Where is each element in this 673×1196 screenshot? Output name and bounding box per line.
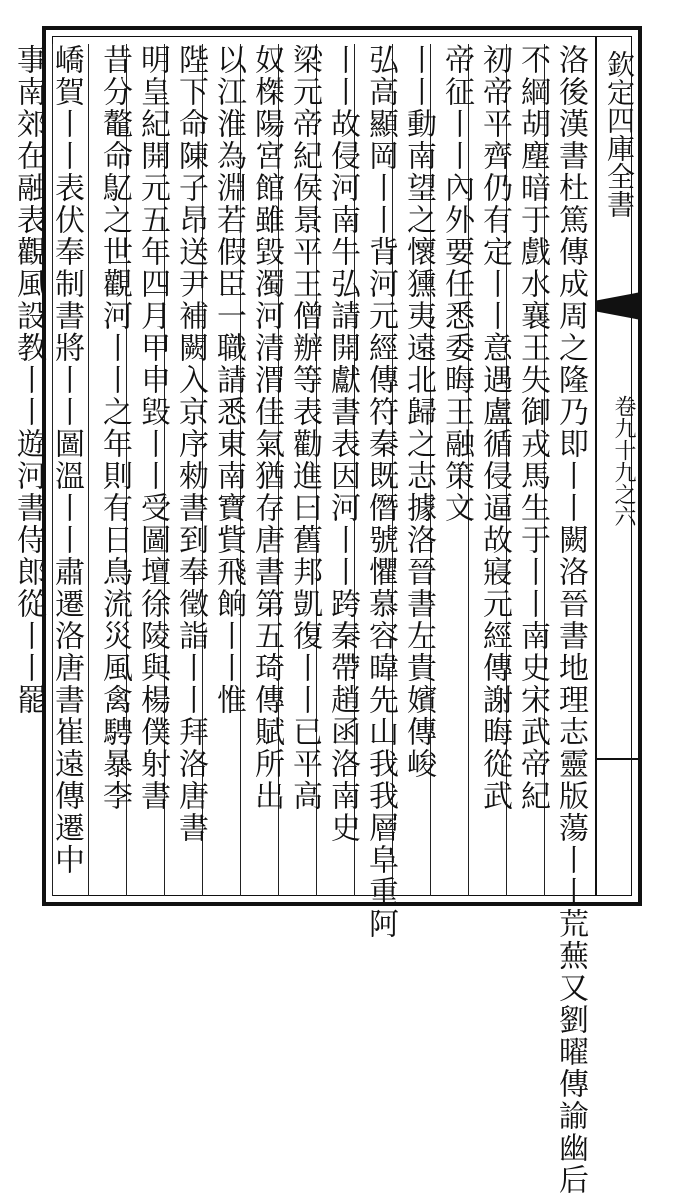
text-column-8: 梁元帝紀侯景平王僧辦等表勸進曰舊邦凱復丨丨已平高 (287, 44, 322, 812)
text-column-14: 嶠賀丨丨表伏奉制書將丨丨圖溫丨丨肅遷洛唐書崔遠傳遷中 (49, 44, 84, 876)
text-column-9: 奴榤陽宮館雖毀濁河清渭佳氣猶存唐書第五琦傳賦所出 (249, 44, 284, 812)
text-column-11: 陛下命陳子昂送尹補闕入京序勑書到奉徵詣丨丨拜洛唐書 (173, 44, 208, 844)
text-column-4: 帝征丨丨內外要任悉委晦王融策文 (439, 44, 474, 524)
volume-label: 卷九十九之六 (611, 395, 636, 527)
text-column-2: 不綱胡塵暗于戲水襄王失御戎馬生于丨丨南史宋武帝紀 (515, 44, 550, 812)
book-title: 欽定四庫全書 (603, 50, 636, 218)
text-column-6: 弘高顯岡丨丨背河元經傳符秦既僭號懼慕容暐先山我我層阜重阿 (363, 44, 398, 940)
text-column-7: 丨丨故侵河南牛弘請開獻書表因河丨丨跨秦帶趙函洛南史 (325, 44, 360, 844)
text-column-10: 以江淮為淵若假臣一職請悉東南寶貲飛餉丨丨惟 (211, 44, 246, 716)
text-column-5: 丨丨動南望之懷獯夷遠北歸之志據洛晉書左貴嬪傳峻 (401, 44, 436, 780)
text-column-12: 明皇紀開元五年四月甲申毀丨丨受圖壇徐陵與楊僕射書 (135, 44, 170, 812)
text-column-1: 洛後漢書杜篤傳成周之隆乃即丨丨闕洛晉書地理志靈版蕩丨丨荒蕪又劉曜傳諭幽后 (553, 44, 588, 1196)
column-rule (88, 44, 89, 896)
text-column-3: 初帝平齊仍有定丨丨意遇盧循侵逼故寢元經傳謝晦從武 (477, 44, 512, 812)
text-column-13: 昔分鼇命鳦之世觀河丨丨之年則有日鳥流災風禽騁暴李 (97, 44, 132, 812)
fish-tail-line (597, 758, 641, 760)
text-column-15: 事南郊在融表觀風設教丨丨遊河書侍郎從丨丨罷 (11, 44, 46, 716)
column-rule (52, 44, 53, 896)
